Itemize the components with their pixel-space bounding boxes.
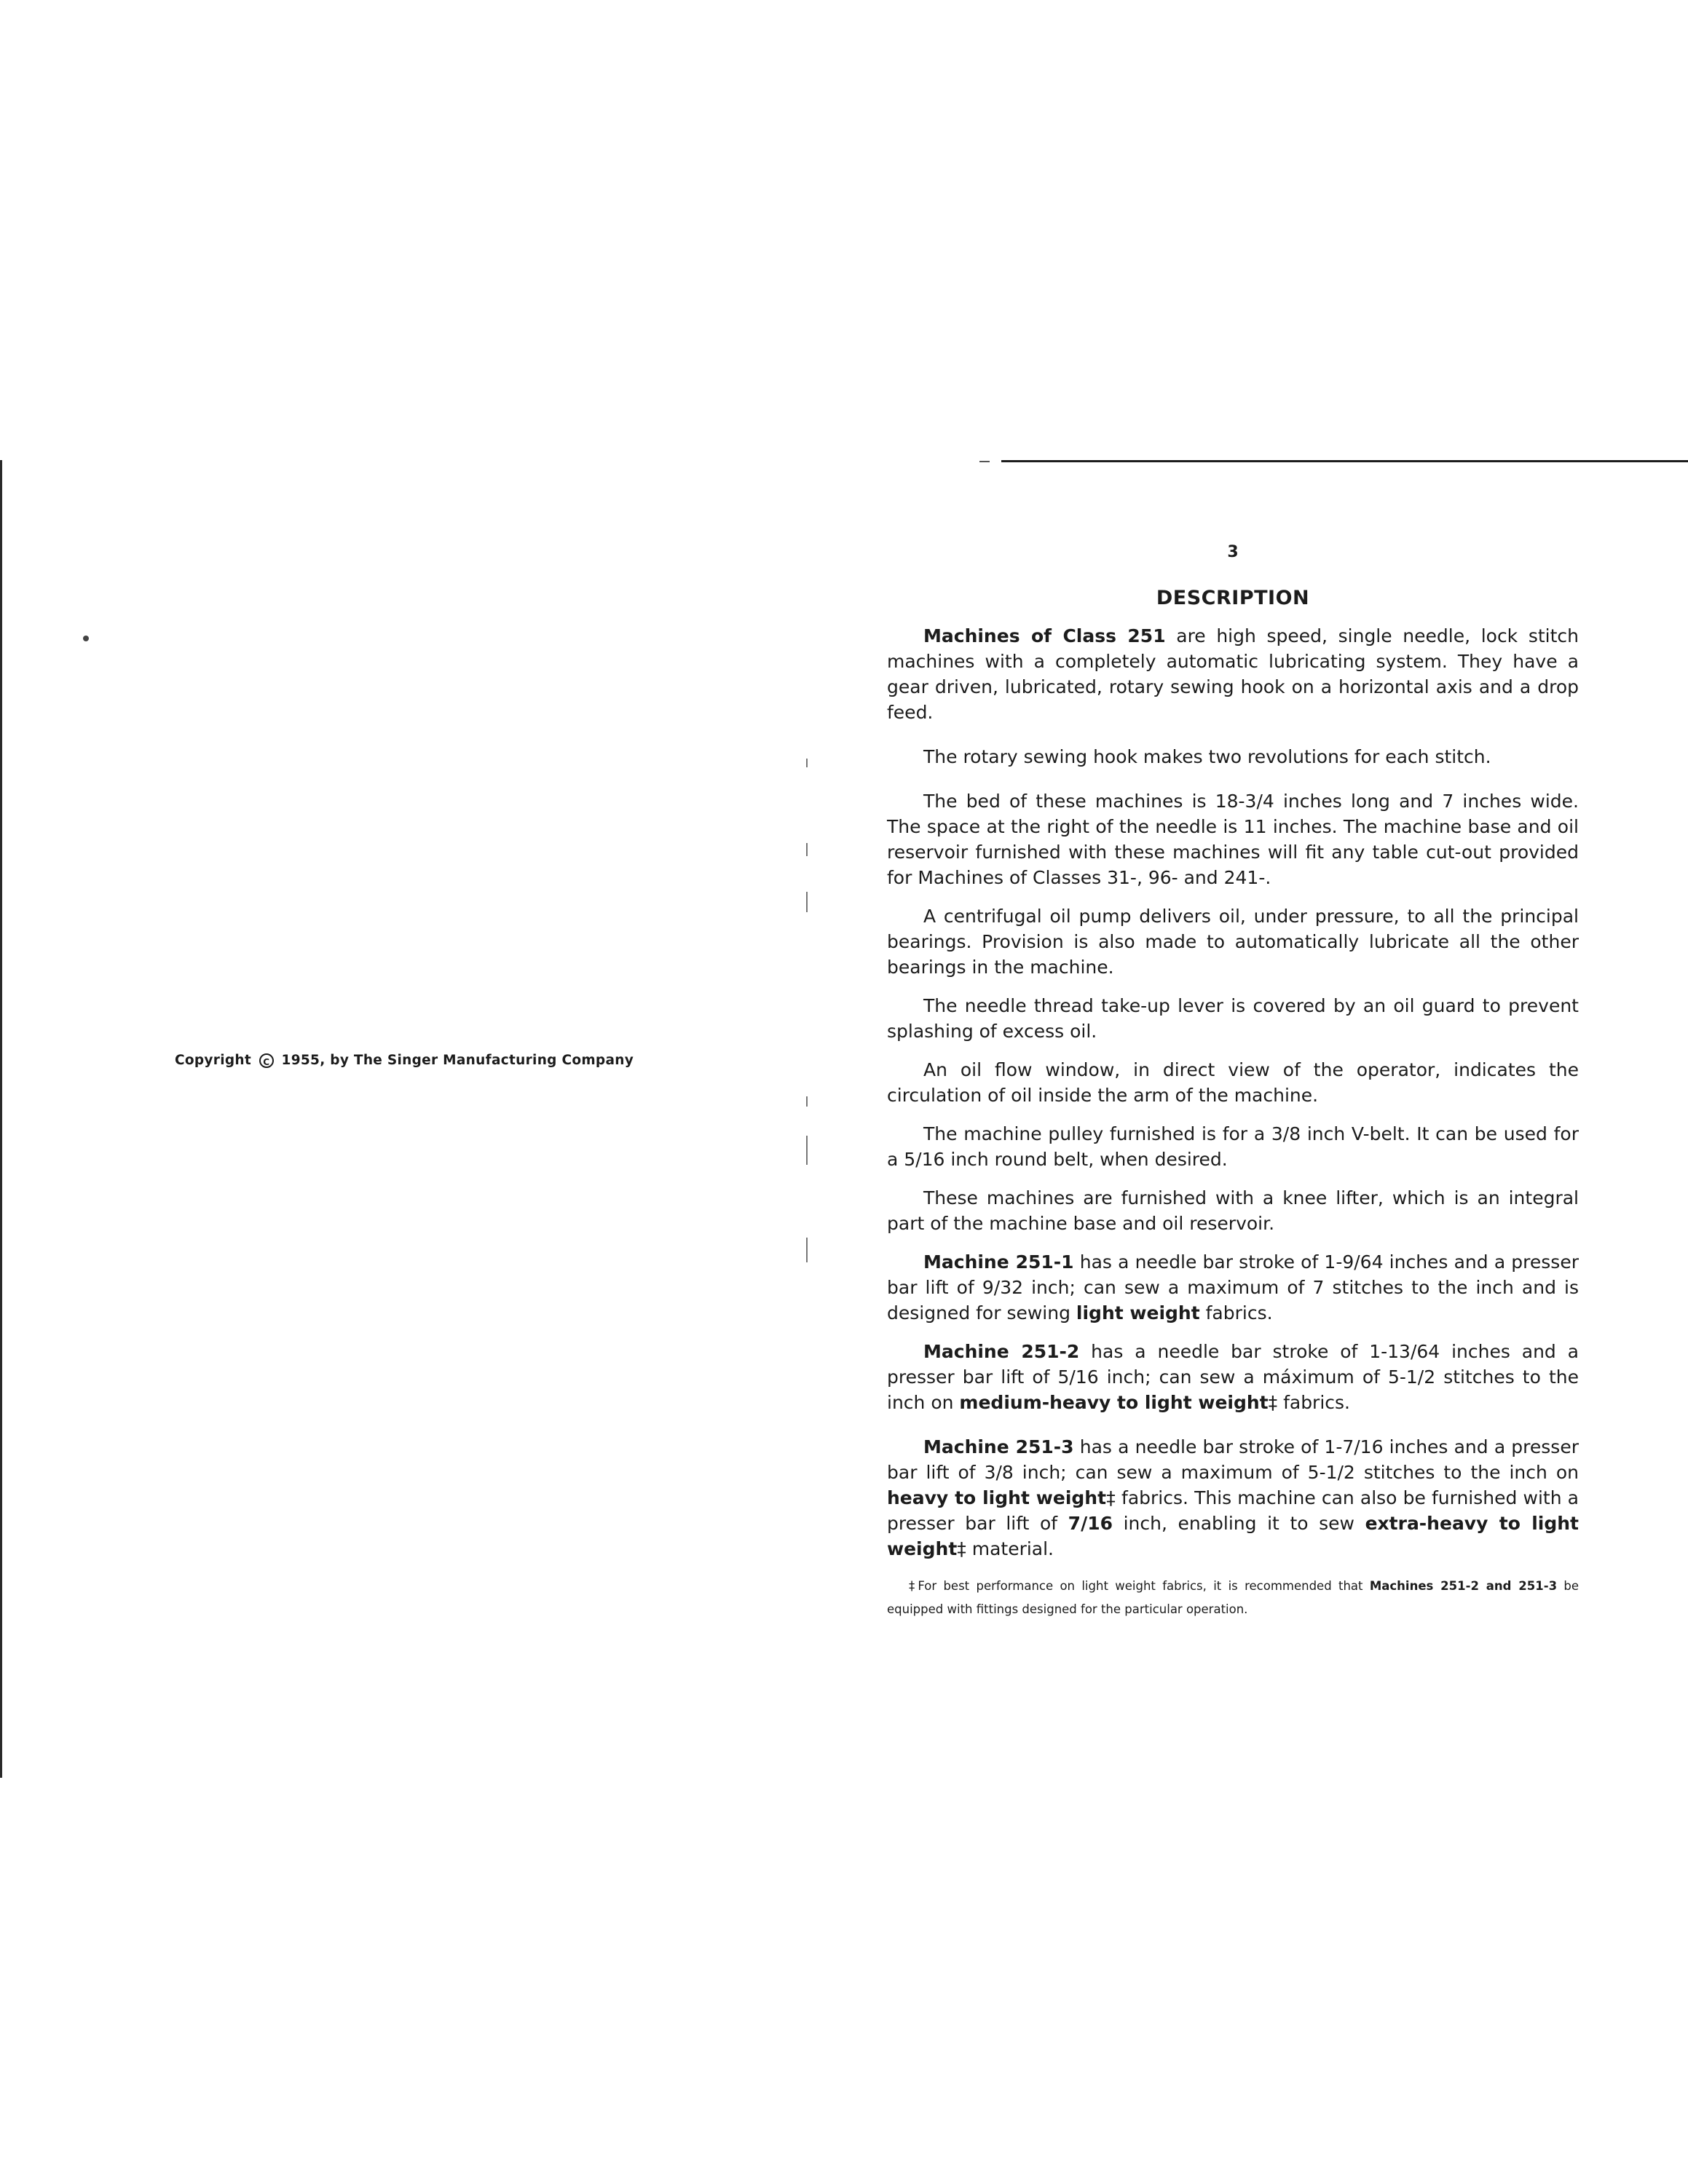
bold-term: Machines of Class 251 (923, 625, 1166, 646)
paragraph: Machine 251-2 has a needle bar stroke of 1-13/64 inches and a presser bar lift of 5/16 inch; can sew a máximum of 5-1/2 stitches to the inch on medium-heavy to light weight‡ fabrics. (887, 1341, 1579, 1413)
paragraph: The machine pulley furnished is for a 3/8 inch V-belt. It can be used for a 5/16 inch round belt, when desired. (887, 1123, 1579, 1170)
footnote-marker: ‡ (909, 1579, 918, 1593)
paragraph: These machines are furnished with a knee lifter, which is an integral part of the machine base and oil reservoir. (887, 1187, 1579, 1234)
bold-term: Machine 251-1 (923, 1251, 1074, 1273)
copyright-prefix: Copyright (175, 1053, 252, 1068)
footnote-marker: ‡ (957, 1538, 966, 1559)
description-body (887, 623, 1579, 1621)
footnote-marker: ‡ (1268, 1392, 1278, 1413)
page-number: 3 (1227, 543, 1239, 561)
footnote: ‡For best performance on light weight fabrics, it is recommended that Machines 251-2 and 251-3 be equipped with fittings designed for the particular operation. (887, 1579, 1579, 1616)
paragraph: An oil flow window, in direct view of the operator, indicates the circulation of oil inside the arm of the machine. (887, 1059, 1579, 1106)
right-page (887, 0, 1579, 2184)
bold-term: Machine 251-3 (923, 1436, 1074, 1457)
paragraph: The bed of these machines is 18-3/4 inches long and 7 inches wide. The space at the right of the needle is 11 inches. The machine base and oil reservoir furnished with these machines will fit any table cut-out provided for Machines of Classes 31-, 96- and 241-. (887, 791, 1579, 888)
paragraph: The needle thread take-up lever is covered by an oil guard to prevent splashing of excess oil. (887, 995, 1579, 1042)
paragraph: Machine 251-1 has a needle bar stroke of 1-9/64 inches and a presser bar lift of 9/32 inch; can sew a maximum of 7 stitches to the inch and is designed for sewing light weight fabrics. (887, 1251, 1579, 1324)
section-title: DESCRIPTION (1156, 587, 1310, 609)
footnote-marker: ‡ (1106, 1487, 1116, 1508)
copyright-symbol: C (259, 1053, 274, 1068)
paragraph: Machines of Class 251 are high speed, single needle, lock stitch machines with a completely automatic lubricating system. They have a gear driven, lubricated, rotary sewing hook on a horizontal axis and a drop feed. (887, 625, 1579, 723)
paragraph: A centrifugal oil pump delivers oil, under pressure, to all the principal bearings. Provision is also made to automatically lubricate all the other bearings in the machine. (887, 906, 1579, 978)
bold-term: Machine 251-2 (923, 1341, 1080, 1362)
paragraph: Machine 251-3 has a needle bar stroke of 1-7/16 inches and a presser bar lift of 3/8 inch; can sew a maximum of 5-1/2 stitches to the inch on heavy to light weight‡ fabrics. This machine can also be furnished with a presser bar lift of 7/16 inch, enabling it to sew extra-heavy to light weight‡ material. (887, 1436, 1579, 1559)
left-page (0, 0, 837, 2184)
copyright-notice (175, 1053, 634, 1068)
copyright-text: 1955, by The Singer Manufacturing Company (281, 1053, 634, 1068)
paragraph: The rotary sewing hook makes two revolutions for each stitch. (923, 746, 1491, 767)
